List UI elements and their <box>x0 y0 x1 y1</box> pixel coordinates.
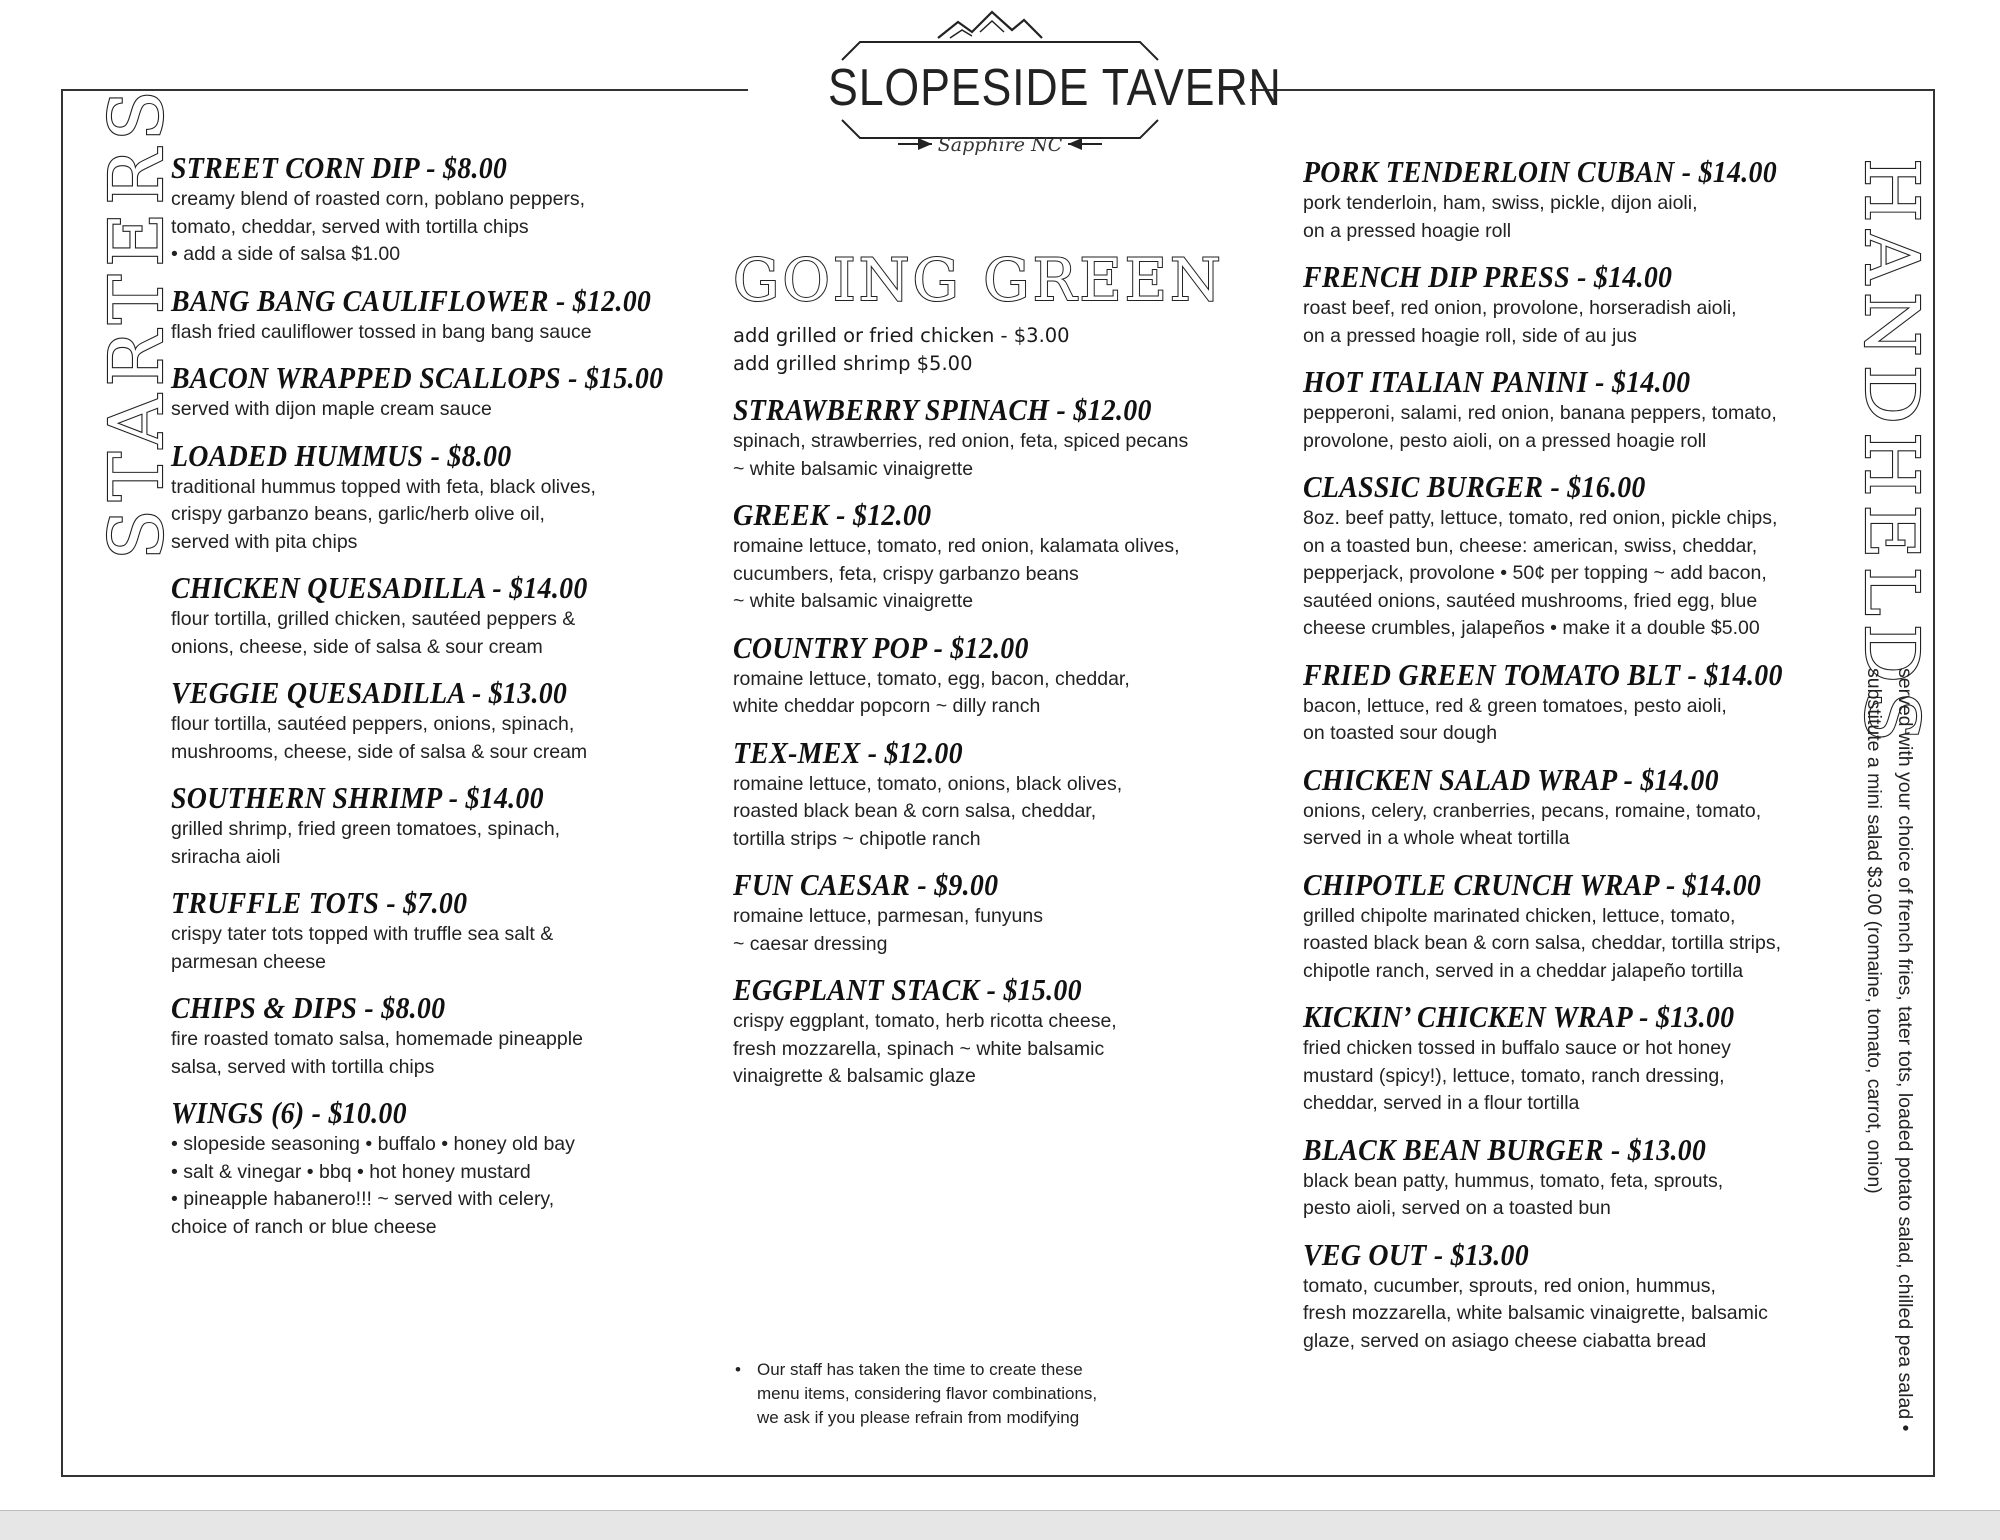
item-name: WINGS (6) - $10.00 <box>171 1095 407 1130</box>
desc-line: tomato, cucumber, sprouts, red onion, hummus, <box>1303 1274 1716 1297</box>
item-name: EGGPLANT STACK - $15.00 <box>733 972 1082 1007</box>
item-name: SOUTHERN SHRIMP - $14.00 <box>171 780 544 815</box>
menu-item <box>733 735 1253 854</box>
desc-line: cucumbers, feta, crispy garbanzo beans <box>733 562 1079 585</box>
desc-line: romaine lettuce, tomato, onions, black olives, <box>733 772 1123 795</box>
desc-line: roast beef, red onion, provolone, horseradish aioli, <box>1303 297 1737 319</box>
desc-line: choice of ranch or blue cheese <box>171 1215 437 1238</box>
menu-item <box>1303 259 1843 350</box>
desc-line: mushrooms, cheese, side of salsa & sour cream <box>171 740 588 763</box>
menu-item <box>733 630 1253 721</box>
item-desc <box>733 533 1253 616</box>
desc-line: grilled chipolte marinated chicken, lettuce, tomato, <box>1303 904 1736 927</box>
desc-line: romaine lettuce, tomato, red onion, kalamata olives, <box>733 535 1180 557</box>
handhelds-sides-note: served with your choice of french fries, tater tots, loaded potato salad, chilled pea salad • substitute a mini salad $3.00 (romaine, tomato, carrot, onion) <box>1863 668 1916 1432</box>
item-name: COUNTRY POP - $12.00 <box>733 629 1029 665</box>
handhelds-column <box>1303 154 1843 1369</box>
item-name: GREEK - $12.00 <box>733 497 932 532</box>
menu-item <box>1303 999 1843 1118</box>
note-bullet: • <box>735 1360 741 1379</box>
item-desc <box>171 1131 671 1241</box>
desc-line: crispy garbanzo beans, garlic/herb olive oil, <box>171 503 545 525</box>
desc-line: pork tenderloin, ham, swiss, pickle, dijon aioli, <box>1303 192 1698 214</box>
going-green-title: GOING GREEN <box>733 246 1224 314</box>
desc-line: 8oz. beef patty, lettuce, tomato, red onion, pickle chips, <box>1303 507 1778 529</box>
menu-item <box>1303 1237 1843 1356</box>
menu-item <box>733 867 1253 958</box>
item-name: FRENCH DIP PRESS - $14.00 <box>1303 259 1673 294</box>
item-name: VEGGIE QUESADILLA - $13.00 <box>171 675 568 710</box>
desc-line: cheese crumbles, jalapeños • make it a double $5.00 <box>1303 617 1760 639</box>
desc-line: cheddar, served in a flour tortilla <box>1303 1092 1580 1114</box>
desc-line: white cheddar popcorn ~ dilly ranch <box>733 695 1041 717</box>
desc-line: on a toasted bun, cheese: american, swiss, cheddar, <box>1303 534 1758 557</box>
intro-line: add grilled shrimp $5.00 <box>733 352 973 375</box>
desc-line: mustard (spicy!), lettuce, tomato, ranch dressing, <box>1303 1064 1725 1087</box>
menu-item <box>1303 762 1843 853</box>
item-desc <box>171 1026 671 1081</box>
menu-item <box>733 497 1253 616</box>
desc-line: roasted black bean & corn salsa, cheddar, tortilla strips, <box>1303 932 1781 954</box>
desc-line: vinaigrette & balsamic glaze <box>733 1065 976 1087</box>
desc-line: grilled shrimp, fried green tomatoes, spinach, <box>171 818 561 840</box>
item-name: FUN CAESAR - $9.00 <box>733 867 999 902</box>
desc-line: salsa, served with tortilla chips <box>171 1055 435 1078</box>
item-desc <box>733 428 1253 483</box>
item-desc <box>733 1008 1253 1091</box>
desc-line: roasted black bean & corn salsa, cheddar, <box>733 800 1097 822</box>
tavern-logo <box>800 8 1282 168</box>
desc-line: romaine lettuce, tomato, egg, bacon, cheddar, <box>733 667 1130 690</box>
item-name: VEG OUT - $13.00 <box>1303 1236 1529 1272</box>
item-desc <box>733 903 1253 958</box>
menu-item <box>1303 364 1843 455</box>
desc-line: ~ caesar dressing <box>733 932 888 955</box>
item-name: CHICKEN SALAD WRAP - $14.00 <box>1303 761 1719 797</box>
tavern-name: SLOPESIDE TAVERN <box>828 59 1282 117</box>
item-desc <box>171 186 671 269</box>
item-desc <box>1303 1035 1843 1118</box>
desc-line: glaze, served on asiago cheese ciabatta bread <box>1303 1329 1707 1352</box>
desc-line: fresh mozzarella, white balsamic vinaigrette, balsamic <box>1303 1302 1768 1324</box>
item-desc <box>1303 1168 1843 1223</box>
menu-item <box>171 283 671 347</box>
menu-item <box>171 675 671 766</box>
starters-title: STARTERS <box>94 82 180 560</box>
desc-line: fire roasted tomato salsa, homemade pineapple <box>171 1028 583 1050</box>
desc-line: served in a whole wheat tortilla <box>1303 827 1570 849</box>
item-name: BANG BANG CAULIFLOWER - $12.00 <box>171 282 652 318</box>
desc-line: pepperoni, salami, red onion, banana peppers, tomato, <box>1303 402 1777 424</box>
item-name: CHICKEN QUESADILLA - $14.00 <box>171 570 588 605</box>
item-desc <box>171 396 671 424</box>
desc-line: traditional hummus topped with feta, black olives, <box>171 475 596 498</box>
item-desc <box>171 816 671 871</box>
item-name: HOT ITALIAN PANINI - $14.00 <box>1303 364 1691 399</box>
item-desc <box>733 771 1253 854</box>
desc-line: chipotle ranch, served in a cheddar jalapeño tortilla <box>1303 959 1744 982</box>
desc-line: flour tortilla, sautéed peppers, onions, spinach, <box>171 713 575 735</box>
going-green-column <box>733 246 1253 1105</box>
menu-item <box>1303 154 1843 245</box>
desc-line: black bean patty, hummus, tomato, feta, sprouts, <box>1303 1169 1724 1192</box>
note-line: menu items, considering flavor combinations, <box>757 1384 1098 1403</box>
item-name: KICKIN’ CHICKEN WRAP - $13.00 <box>1303 999 1735 1034</box>
desc-line: • pineapple habanero!!! ~ served with celery, <box>171 1188 555 1210</box>
item-desc <box>171 319 671 347</box>
desc-line: pesto aioli, served on a toasted bun <box>1303 1197 1611 1219</box>
item-name: STREET CORN DIP - $8.00 <box>171 150 508 185</box>
desc-line: • slopeside seasoning • buffalo • honey old bay <box>171 1133 575 1155</box>
desc-line: • add a side of salsa $1.00 <box>171 243 401 265</box>
item-name: CLASSIC BURGER - $16.00 <box>1303 469 1646 504</box>
desc-line: crispy eggplant, tomato, herb ricotta cheese, <box>733 1010 1117 1032</box>
desc-line: served with pita chips <box>171 530 358 553</box>
item-name: LOADED HUMMUS - $8.00 <box>171 437 512 473</box>
item-desc <box>733 666 1253 721</box>
desc-line: creamy blend of roasted corn, poblano peppers, <box>171 188 586 210</box>
desc-line: romaine lettuce, parmesan, funyuns <box>733 905 1044 927</box>
desc-line: pepperjack, provolone • 50¢ per topping ~ add bacon, <box>1303 562 1767 584</box>
desc-line: sautéed onions, sautéed mushrooms, fried egg, blue <box>1303 589 1758 612</box>
desc-line: on a pressed hoagie roll <box>1303 219 1512 242</box>
menu-item <box>733 392 1253 483</box>
item-desc <box>171 921 671 976</box>
desc-line: crispy tater tots topped with truffle sea salt & <box>171 923 554 945</box>
menu-item <box>171 360 671 424</box>
desc-line: fried chicken tossed in buffalo sauce or hot honey <box>1303 1037 1731 1059</box>
item-desc <box>1303 505 1843 643</box>
menu-item <box>1303 1132 1843 1223</box>
item-name: CHIPOTLE CRUNCH WRAP - $14.00 <box>1303 866 1762 902</box>
intro-line: add grilled or fried chicken - $3.00 <box>733 324 1070 347</box>
item-desc <box>1303 295 1843 350</box>
menu-item <box>1303 867 1843 986</box>
desc-line: on a pressed hoagie roll, side of au jus <box>1303 324 1637 347</box>
note-line: we ask if you please refrain from modifying <box>757 1408 1080 1427</box>
item-desc <box>1303 903 1843 986</box>
desc-line: flour tortilla, grilled chicken, sautéed peppers & <box>171 608 576 630</box>
desc-line: parmesan cheese <box>171 950 327 973</box>
desc-line: onions, celery, cranberries, pecans, romaine, tomato, <box>1303 799 1762 822</box>
desc-line: bacon, lettuce, red & green tomatoes, pesto aioli, <box>1303 694 1727 717</box>
item-desc <box>1303 693 1843 748</box>
item-name: BACON WRAPPED SCALLOPS - $15.00 <box>171 360 664 395</box>
desc-line: on toasted sour dough <box>1303 722 1498 744</box>
desc-line: • salt & vinegar • bbq • hot honey mustard <box>171 1160 531 1183</box>
item-name: BLACK BEAN BURGER - $13.00 <box>1303 1131 1707 1167</box>
staff-note <box>735 1358 1155 1430</box>
desc-line: tortilla strips ~ chipotle ranch <box>733 827 981 850</box>
desc-line: provolone, pesto aioli, on a pressed hoagie roll <box>1303 429 1707 452</box>
desc-line: ~ white balsamic vinaigrette <box>733 457 974 480</box>
menu-item <box>171 990 671 1081</box>
desc-line: tomato, cheddar, served with tortilla chips <box>171 215 529 238</box>
menu-item <box>1303 469 1843 643</box>
note-line: Our staff has taken the time to create these <box>757 1360 1083 1379</box>
item-desc <box>171 606 671 661</box>
bottom-strip <box>0 1510 2000 1540</box>
item-desc <box>1303 1273 1843 1356</box>
item-desc <box>1303 400 1843 455</box>
handhelds-title: HANDHELDS <box>1848 158 1934 750</box>
item-desc <box>1303 798 1843 853</box>
going-green-intro <box>733 322 1253 378</box>
desc-line: flash fried cauliflower tossed in bang bang sauce <box>171 320 592 343</box>
tavern-location: Sapphire NC <box>937 134 1063 156</box>
menu-item <box>171 150 671 269</box>
menu-item <box>171 780 671 871</box>
menu-item <box>1303 657 1843 748</box>
item-name: FRIED GREEN TOMATO BLT - $14.00 <box>1303 656 1783 692</box>
desc-line: ~ white balsamic vinaigrette <box>733 590 974 612</box>
item-desc <box>171 474 671 557</box>
menu-item <box>171 438 671 557</box>
item-desc <box>1303 190 1843 245</box>
desc-line: served with dijon maple cream sauce <box>171 398 492 420</box>
desc-line: sriracha aioli <box>171 845 281 868</box>
desc-line: onions, cheese, side of salsa & sour cream <box>171 635 543 658</box>
starters-column <box>171 150 671 1255</box>
menu-item <box>733 972 1253 1091</box>
menu-item <box>171 1095 671 1241</box>
menu-item <box>171 885 671 976</box>
item-desc <box>171 711 671 766</box>
item-name: STRAWBERRY SPINACH - $12.00 <box>733 392 1152 427</box>
menu-item <box>171 570 671 661</box>
desc-line: spinach, strawberries, red onion, feta, spiced pecans <box>733 430 1189 452</box>
item-name: CHIPS & DIPS - $8.00 <box>171 990 446 1025</box>
item-name: TEX-MEX - $12.00 <box>733 734 963 770</box>
desc-line: fresh mozzarella, spinach ~ white balsamic <box>733 1037 1105 1060</box>
item-name: TRUFFLE TOTS - $7.00 <box>171 885 468 920</box>
item-name: PORK TENDERLOIN CUBAN - $14.00 <box>1303 154 1777 189</box>
